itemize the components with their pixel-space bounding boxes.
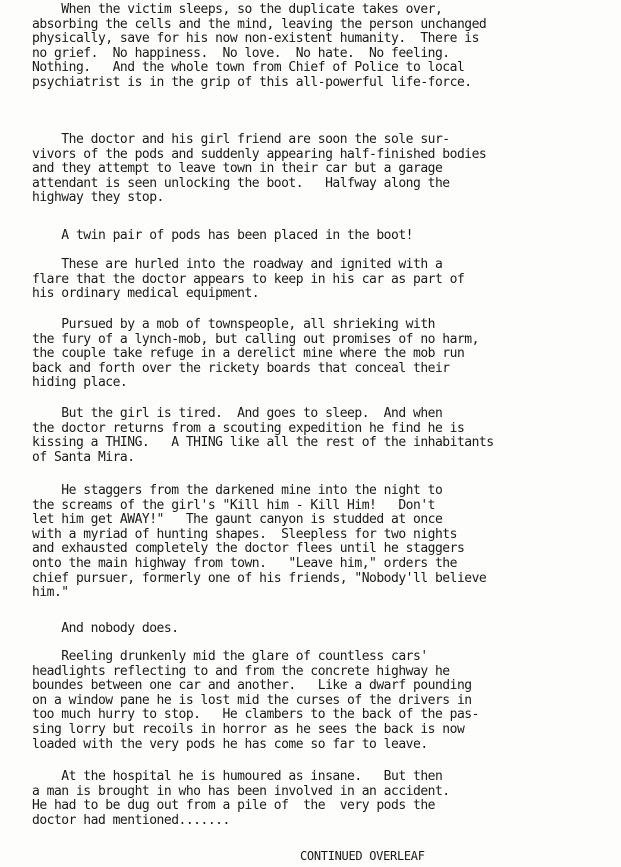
text-line: chief pursuer, formerly one of his friends, "Nobody'll believe [32, 570, 487, 586]
text-line: The doctor and his girl friend are soon the sole sur- [32, 132, 450, 147]
text-line: flare that the doctor appears to keep in his car as part of [32, 271, 465, 287]
text-line: the screams of the girl's "Kill him - Kill Him! Don't [32, 497, 435, 513]
text-line: boundes between one car and another. Like a dwarf pounding [32, 678, 472, 694]
text-line: Reeling drunkenly mid the glare of countless cars' [32, 649, 428, 664]
text-line: and exhausted completely the doctor flees until he staggers [32, 541, 465, 557]
text-line: A twin pair of pods has been placed in the boot! [32, 228, 413, 243]
text-line: absorbing the cells and the mind, leaving the person unchanged [32, 16, 487, 32]
paragraph-staggers-from-mine [32, 484, 486, 601]
text-line: These are hurled into the roadway and ignited with a [32, 257, 443, 272]
text-line: a man is brought in who has been involved in an accident. [32, 783, 450, 799]
paragraph-girl-is-tired [32, 407, 494, 465]
text-line: attendant is seen unlocking the boot. Halfway along the [32, 175, 450, 191]
text-line: on a window pane he is lost mid the curses of the drivers in [32, 692, 472, 708]
paragraph-pursued-by-mob [32, 318, 479, 391]
text-line: psychiatrist is in the grip of this all-powerful life-force. [32, 74, 472, 90]
text-line: of Santa Mira. [32, 449, 135, 465]
text-line: At the hospital he is humoured as insane. But then [32, 769, 443, 784]
text-line: sing lorry but recoils in horror as he sees the back is now [32, 721, 465, 737]
text-line: hiding place. [32, 375, 128, 391]
paragraph-nobody-does [32, 622, 179, 637]
continued-overleaf-footer: CONTINUED OVERLEAF [300, 849, 425, 863]
text-line: But the girl is tired. And goes to sleep. And when [32, 406, 443, 421]
text-line: let him get AWAY!" The gaunt canyon is studded at once [32, 512, 443, 528]
text-line: and they attempt to leave town in their car but a garage [32, 161, 443, 177]
paragraph-hurled-into-roadway [32, 258, 464, 302]
text-line: headlights reflecting to and from the concrete highway he [32, 663, 450, 679]
paragraph-at-the-hospital [32, 770, 450, 828]
text-line: vivors of the pods and suddenly appearing half-finished bodies [32, 146, 487, 162]
text-line: no grief. No happiness. No love. No hate. No feeling. [32, 45, 450, 61]
text-line: When the victim sleeps, so the duplicate takes over, [32, 2, 443, 17]
text-line: Pursued by a mob of townspeople, all shrieking with [32, 317, 435, 332]
paragraph-duplicate-takes-over [32, 3, 486, 91]
text-line: with a myriad of hunting shapes. Sleepless for two nights [32, 526, 457, 542]
paragraph-reeling-drunkenly [32, 650, 479, 752]
text-line: highway they stop. [32, 190, 164, 206]
paragraph-sole-survivors [32, 133, 486, 206]
text-line: back and forth over the rickety boards that conceal their [32, 360, 450, 376]
text-line: too much hurry to stop. He clambers to the back of the pas- [32, 707, 479, 723]
text-line: Nothing. And the whole town from Chief of Police to local [32, 60, 465, 76]
text-line: his ordinary medical equipment. [32, 286, 260, 302]
text-line: physically, save for his now non-existent humanity. There is [32, 31, 479, 47]
text-line: the fury of a lynch-mob, but calling out promises of no harm, [32, 331, 479, 347]
text-line: And nobody does. [32, 621, 179, 636]
text-line: He staggers from the darkened mine into the night to [32, 483, 443, 498]
text-line: loaded with the very pods he has come so far to leave. [32, 736, 428, 752]
text-line: He had to be dug out from a pile of the very pods the [32, 798, 435, 814]
text-line: onto the main highway from town. "Leave him," orders the [32, 555, 457, 571]
text-line: him." [32, 585, 69, 601]
text-line: kissing a THING. A THING like all the rest of the inhabitants [32, 435, 494, 451]
text-line: doctor had mentioned....... [32, 812, 230, 828]
text-line: the doctor returns from a scouting expedition he find he is [32, 420, 465, 436]
paragraph-twin-pods [32, 229, 413, 244]
text-line: the couple take refuge in a derelict mine where the mob run [32, 346, 465, 362]
